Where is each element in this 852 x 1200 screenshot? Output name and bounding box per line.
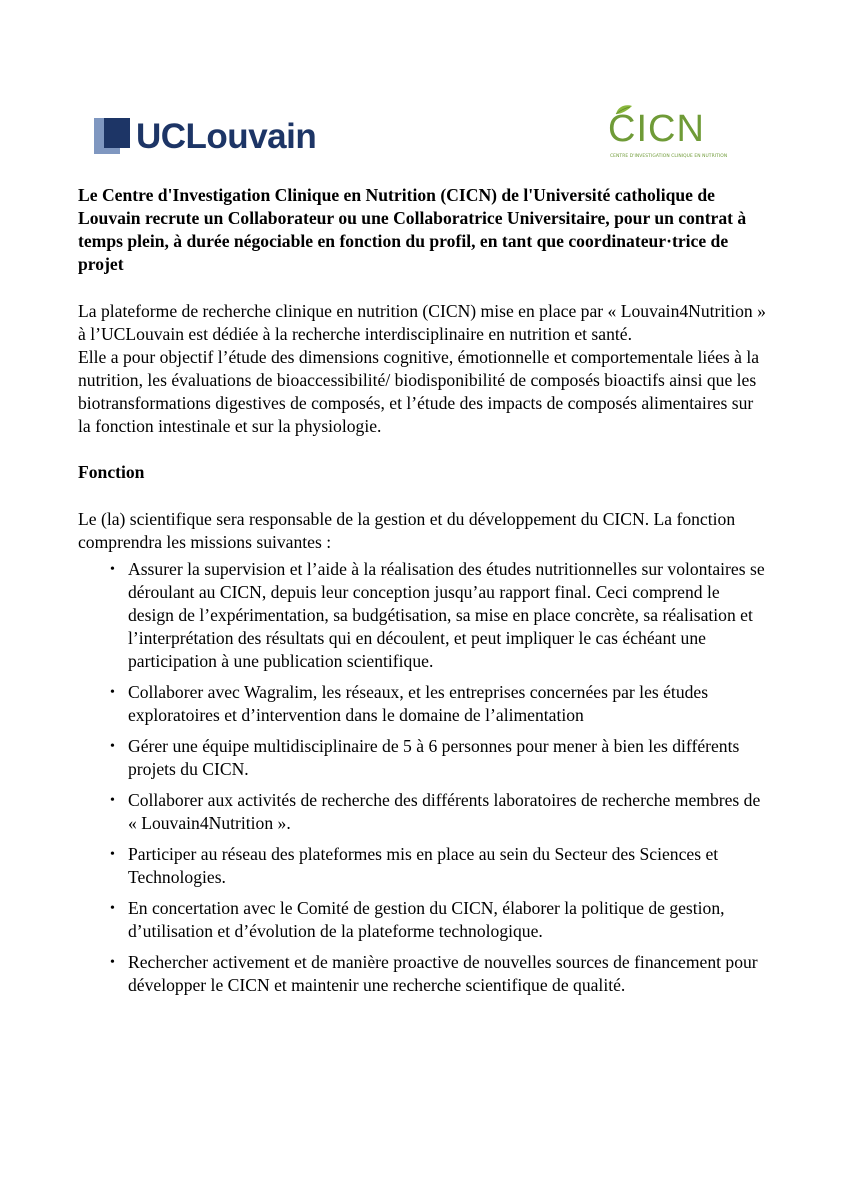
bullet-icon: • — [110, 739, 115, 754]
mission-text: Assurer la supervision et l’aide à la réalisation des études nutritionnelles sur volontaires se déroulant au CICN, depuis leur conception jusqu’au rapport final. Ceci comprend le design de l’expérimentation, sa budgétisation, sa mise en place concrète, sa réalisation et l’interprétation des résultats qui en découlent, et peut impliquer le cas échéant une participation à une publication scientifique. — [128, 559, 765, 671]
list-item — [78, 789, 768, 835]
cicn-logo — [600, 104, 730, 166]
section-title-fonction: Fonction — [78, 462, 145, 482]
list-item — [78, 843, 768, 889]
missions-list — [78, 558, 768, 997]
document-body — [78, 184, 768, 1005]
bullet-icon: • — [110, 685, 115, 700]
list-item — [78, 735, 768, 781]
mission-text: En concertation avec le Comité de gestion du CICN, élaborer la politique de gestion, d’utilisation et d’évolution de la plateforme technologique. — [128, 898, 725, 941]
intro-paragraph-2: Elle a pour objectif l’étude des dimensions cognitive, émotionnelle et comportementale liées à la nutrition, les évaluations de bioaccessibilité/ biodisponibilité de composés bioactifs ainsi que les biotransformations digestives de composés, et l’étude des impacts de composés alimentaires sur la fonction intestinale et sur la physiologie. — [78, 347, 760, 436]
mission-text: Collaborer avec Wagralim, les réseaux, et les entreprises concernées par les études exploratoires et d’intervention dans le domaine de l’alimentation — [128, 682, 709, 725]
uclouvain-logo-text: UCLouvain — [136, 116, 317, 156]
fonction-intro: Le (la) scientifique sera responsable de la gestion et du développement du CICN. La fonction comprendra les missions suivantes : — [78, 509, 736, 552]
cicn-logo-subtitle: CENTRE D'INVESTIGATION CLINIQUE EN NUTRITION — [610, 154, 728, 159]
mission-text: Rechercher activement et de manière proactive de nouvelles sources de financement pour développer le CICN et maintenir une recherche scientifique de qualité. — [128, 952, 758, 995]
list-item — [78, 897, 768, 943]
mission-text: Gérer une équipe multidisciplinaire de 5 à 6 personnes pour mener à bien les différents projets du CICN. — [128, 736, 740, 779]
job-heading: Le Centre d'Investigation Clinique en Nutrition (CICN) de l'Université catholique de Louvain recrute un Collaborateur ou une Collaboratrice Universitaire, pour un contrat à temps plein, à durée négociable en fonction du profil, en tant que coordinateur·trice de projet — [78, 185, 747, 274]
bullet-icon: • — [110, 562, 115, 577]
uclouvain-logo-mark-icon — [94, 118, 130, 154]
mission-text: Participer au réseau des plateformes mis en place au sein du Secteur des Sciences et Technologies. — [128, 844, 719, 887]
intro-section — [78, 300, 768, 438]
bullet-icon: • — [110, 955, 115, 970]
list-item — [78, 681, 768, 727]
uclouvain-logo — [94, 112, 316, 160]
cicn-logo-text: CICN — [608, 108, 705, 150]
list-item — [78, 558, 768, 673]
bullet-icon: • — [110, 847, 115, 862]
intro-paragraph-1: La plateforme de recherche clinique en nutrition (CICN) mise en place par « Louvain4Nutrition » à l’UCLouvain est dédiée à la recherche interdisciplinaire en nutrition et santé. — [78, 301, 766, 344]
list-item — [78, 951, 768, 997]
bullet-icon: • — [110, 901, 115, 916]
mission-text: Collaborer aux activités de recherche des différents laboratoires de recherche membres de « Louvain4Nutrition ». — [128, 790, 761, 833]
bullet-icon: • — [110, 793, 115, 808]
